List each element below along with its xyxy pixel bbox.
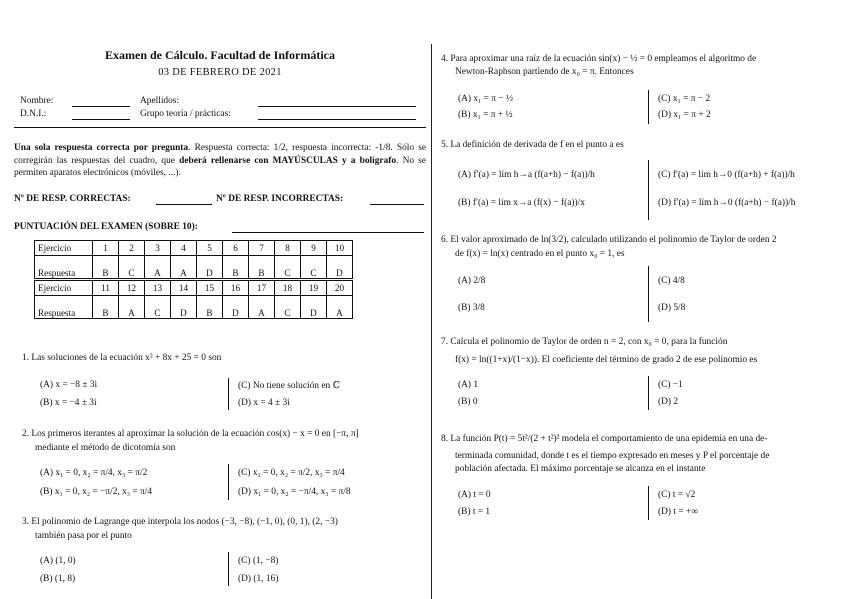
cell: 15 xyxy=(197,279,223,295)
question-8-stem-1: 8. La función P(t) = 5t²/(2 + t²)² modela el comportamiento de una epidemia en una de- xyxy=(441,434,768,444)
cell: 5 xyxy=(197,240,223,255)
q3-option-c[interactable]: (C) (1, −8) xyxy=(238,556,279,566)
cell: 10 xyxy=(327,240,353,255)
cell: 12 xyxy=(119,279,145,295)
cell: 8 xyxy=(275,240,301,255)
q4-option-a[interactable]: (A) x₁ = π − ½ xyxy=(458,94,514,104)
cell: 3 xyxy=(145,240,171,255)
dni-field[interactable] xyxy=(72,109,130,120)
question-7-stem-1: 7. Calcula el polinomio de Taylor de orden n = 2, con x₀ = 0, para la función xyxy=(441,337,728,347)
question-1-stem: 1. Las soluciones de la ecuación x² + 8x + 25 = 0 son xyxy=(22,353,222,363)
answer-cell[interactable]: B xyxy=(93,295,119,318)
q5-option-b[interactable]: (B) f′(a) = lím x→a (f(x) − f(a))/x xyxy=(458,198,585,208)
answer-cell[interactable]: A xyxy=(327,295,353,318)
question-3-stem-2: también pasa por el punto xyxy=(35,531,132,541)
cell: 9 xyxy=(301,240,327,255)
apellidos-label: Apellidos: xyxy=(140,96,180,106)
q1-option-divider xyxy=(228,378,229,410)
answer-cell[interactable]: A xyxy=(119,295,145,318)
q1-option-a[interactable]: (A) x = −8 ± 3i xyxy=(40,380,98,390)
nombre-field[interactable] xyxy=(72,96,130,107)
incorrect-label: Nº DE RESP. INCORRECTAS: xyxy=(216,193,344,204)
cell: 7 xyxy=(249,240,275,255)
q8-option-b[interactable]: (B) t = 1 xyxy=(458,507,491,517)
table-row xyxy=(35,255,353,279)
question-5-stem: 5. La definición de derivada de f en el punto a es xyxy=(441,140,624,150)
q4-option-c[interactable]: (C) x₁ = π − 2 xyxy=(658,94,711,104)
q3-option-divider xyxy=(228,552,229,586)
question-3-stem-1: 3. El polinomio de Lagrange que interpola los nodos (−3, −8), (−1, 0), (0, 1), (2, −3) xyxy=(22,517,338,527)
instructions-text-2: . No se permiten aparatos electrónicos (móviles, ...). xyxy=(14,155,426,178)
incorrect-field[interactable] xyxy=(370,194,424,205)
q7-option-c[interactable]: (C) −1 xyxy=(658,380,683,390)
total-field[interactable] xyxy=(232,222,424,233)
question-2-stem-1: 2. Los primeros iterantes al aproximar la solución de la ecuación cos(x) − x = 0 en [−π, π] xyxy=(22,429,359,439)
grupo-field[interactable] xyxy=(258,109,416,120)
id-row-1 xyxy=(14,96,426,108)
answer-cell[interactable]: B xyxy=(197,295,223,318)
dni-label: D.N.I.: xyxy=(20,109,47,119)
q7-option-a[interactable]: (A) 1 xyxy=(458,380,479,390)
answer-cell[interactable]: D xyxy=(327,255,353,279)
ejercicio-label: Ejercicio xyxy=(35,279,93,295)
cell: 20 xyxy=(327,279,353,295)
question-4-stem-2: Newton-Raphson partiendo de x₀ = π. Entonces xyxy=(455,67,634,77)
nombre-label: Nombre: xyxy=(20,96,54,106)
respuesta-label: Respuesta xyxy=(35,255,93,279)
exam-date: 03 DE FEBRERO DE 2021 xyxy=(158,67,282,78)
q5-option-c[interactable]: (C) f′(a) = lím h→0 (f(a+h) + f(a))/h xyxy=(658,170,795,180)
question-8-stem-2: terminada comunidad, donde t es el tiempo expresado en meses y P el porcentaje de xyxy=(455,451,770,461)
q1-option-b[interactable]: (B) x = −4 ± 3i xyxy=(40,398,97,408)
cell: 11 xyxy=(93,279,119,295)
cell: 2 xyxy=(119,240,145,255)
q6-option-a[interactable]: (A) 2/8 xyxy=(458,276,486,286)
cell: 1 xyxy=(93,240,119,255)
answer-cell[interactable]: B xyxy=(249,255,275,279)
q7-option-b[interactable]: (B) 0 xyxy=(458,397,478,407)
answer-cell[interactable]: D xyxy=(171,295,197,318)
header-rule xyxy=(14,127,426,128)
q3-option-d[interactable]: (D) (1, 16) xyxy=(238,574,279,584)
column-divider xyxy=(431,44,432,599)
instructions xyxy=(14,142,426,180)
instructions-bold-2: deberá rellenarse con MAYÚSCULAS y a bolígrafo xyxy=(179,155,397,166)
ejercicio-label: Ejercicio xyxy=(35,240,93,255)
answer-cell[interactable]: C xyxy=(275,295,301,318)
exam-title: Examen de Cálculo. Facultad de Informática xyxy=(105,48,335,62)
answer-cell[interactable]: B xyxy=(223,255,249,279)
table-row xyxy=(35,240,353,255)
q7-option-d[interactable]: (D) 2 xyxy=(658,397,679,407)
instructions-text-1: . Respuesta correcta: 1/2, respuesta incorrecta: -1/8. Sólo se corregirán las respuestas del cuadro, que xyxy=(14,143,427,166)
q5-option-d[interactable]: (D) f′(a) = lím h→0 (f(a+h) − f(a))/h xyxy=(658,198,796,208)
apellidos-field[interactable] xyxy=(258,96,416,107)
q6-option-d[interactable]: (D) 5/8 xyxy=(658,303,686,313)
q6-option-c[interactable]: (C) 4/8 xyxy=(658,276,685,286)
cell: 4 xyxy=(171,240,197,255)
cell: 18 xyxy=(275,279,301,295)
answer-cell[interactable]: C xyxy=(301,255,327,279)
q2-option-divider xyxy=(228,464,229,500)
answer-cell[interactable]: C xyxy=(145,295,171,318)
cell: 16 xyxy=(223,279,249,295)
q2-option-d[interactable]: (D) x₁ = 0, x₂ = −π/4, x₃ = π/8 xyxy=(238,487,351,497)
q1-option-d[interactable]: (D) x = 4 ± 3i xyxy=(238,398,290,408)
q3-option-b[interactable]: (B) (1, 8) xyxy=(40,574,76,584)
q5-option-divider xyxy=(648,160,649,220)
answer-cell[interactable]: A xyxy=(171,255,197,279)
q2-option-a[interactable]: (A) x₁ = 0, x₂ = π/4, x₃ = π/2 xyxy=(40,468,148,478)
q6-option-divider xyxy=(648,266,649,322)
answer-cell[interactable]: A xyxy=(249,295,275,318)
q4-option-divider xyxy=(648,90,649,124)
instructions-bold-1: Una sola respuesta correcta por pregunta xyxy=(14,143,189,153)
correct-field[interactable] xyxy=(156,194,212,205)
q2-option-b[interactable]: (B) x₁ = 0, x₂ = −π/2, x₃ = π/4 xyxy=(40,487,153,497)
cell: 19 xyxy=(301,279,327,295)
question-8-stem-3: población afectada. El máximo porcentaje se alcanza en el instante xyxy=(455,464,706,474)
answer-cell[interactable]: C xyxy=(119,255,145,279)
cell: 13 xyxy=(145,279,171,295)
correct-label: Nº DE RESP. CORRECTAS: xyxy=(14,193,131,204)
q4-option-d[interactable]: (D) x₁ = π + 2 xyxy=(658,110,711,120)
answer-cell[interactable]: B xyxy=(93,255,119,279)
q7-option-divider xyxy=(648,376,649,410)
id-row-2 xyxy=(14,109,426,121)
cell: 17 xyxy=(249,279,275,295)
answer-cell[interactable]: A xyxy=(145,255,171,279)
grupo-label: Grupo teoría / prácticas: xyxy=(140,109,231,119)
q6-option-b[interactable]: (B) 3/8 xyxy=(458,303,485,313)
table-row xyxy=(35,279,353,295)
q4-option-b[interactable]: (B) x₁ = π + ½ xyxy=(458,110,513,120)
q8-option-divider xyxy=(648,486,649,520)
question-4-stem-1: 4. Para aproximar una raíz de la ecuación sin(x) − ½ = 0 empleamos el algoritmo de xyxy=(441,54,757,64)
total-label: PUNTUACIÓN DEL EXAMEN (SOBRE 10): xyxy=(14,221,198,232)
answer-cell[interactable]: D xyxy=(197,255,223,279)
q3-option-a[interactable]: (A) (1, 0) xyxy=(40,556,76,566)
q1-option-c[interactable]: (C) No tiene solución en ℂ xyxy=(238,381,340,391)
table-row xyxy=(35,295,353,318)
q8-option-a[interactable]: (A) t = 0 xyxy=(458,490,491,500)
q5-option-a[interactable]: (A) f′(a) = lím h→a (f(a+h) − f(a))/h xyxy=(458,170,595,180)
q2-option-c[interactable]: (C) x₁ = 0, x₂ = π/2, x₃ = π/4 xyxy=(238,468,345,478)
question-6-stem-2: de f(x) = ln(x) centrado en el punto x₀ = 1, es xyxy=(455,249,625,259)
question-7-stem-2: f(x) = ln((1+x)/(1−x)). El coeficiente del término de grado 2 de ese polinomio es xyxy=(455,355,758,365)
question-6-stem-1: 6. El valor aproximado de ln(3/2), calculado utilizando el polinomio de Taylor de orden 2 xyxy=(441,235,777,245)
answer-cell[interactable]: D xyxy=(301,295,327,318)
question-2-stem-2: mediante el método de dicotomía son xyxy=(35,443,176,453)
left-column xyxy=(14,48,426,319)
score-total xyxy=(14,222,426,236)
q8-option-c[interactable]: (C) t = √2 xyxy=(658,490,696,500)
q8-option-d[interactable]: (D) t = +∞ xyxy=(658,507,698,517)
cell: 6 xyxy=(223,240,249,255)
answer-table xyxy=(34,240,353,319)
answer-cell[interactable]: D xyxy=(223,295,249,318)
score-counts xyxy=(14,194,426,208)
answer-cell[interactable]: C xyxy=(275,255,301,279)
respuesta-label: Respuesta xyxy=(35,295,93,318)
cell: 14 xyxy=(171,279,197,295)
